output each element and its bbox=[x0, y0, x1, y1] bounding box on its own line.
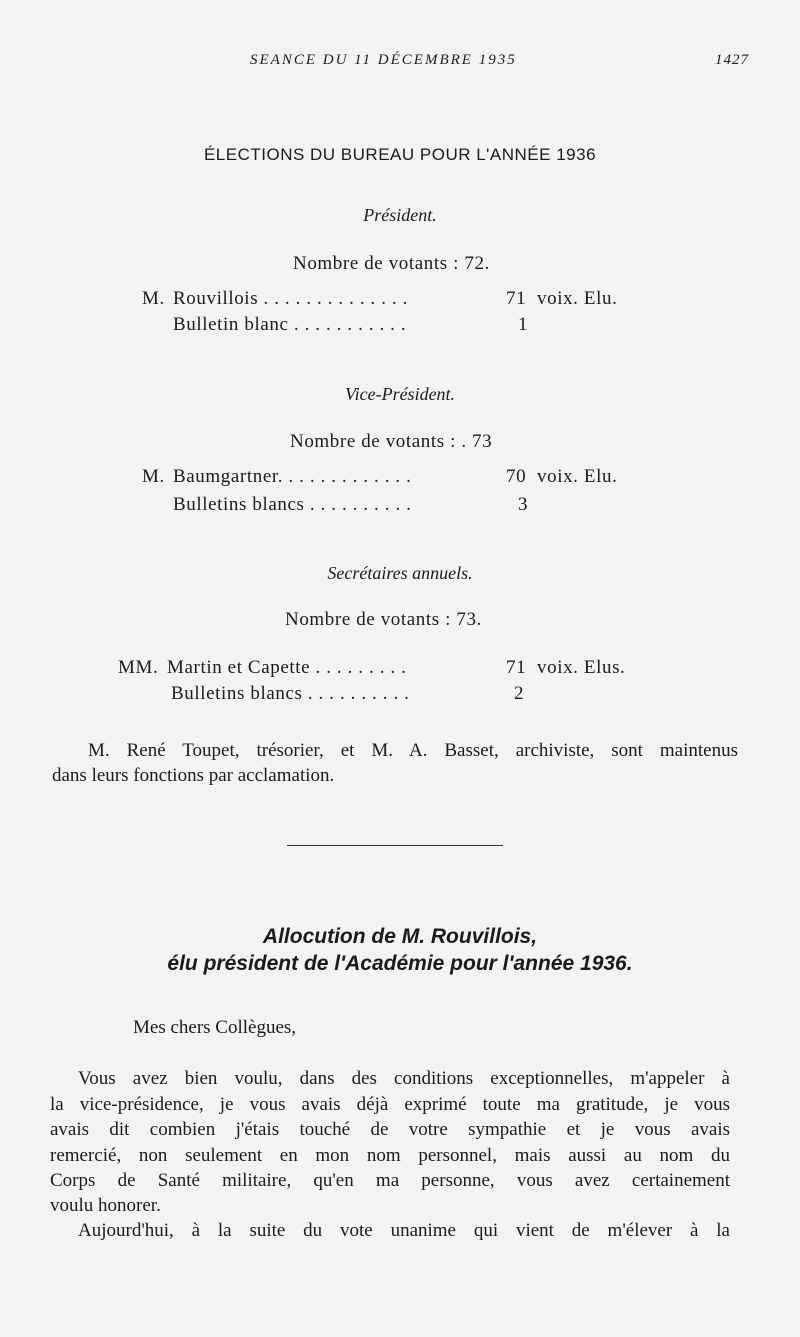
vote-count: 71 bbox=[506, 288, 527, 309]
vote-candidate: Bulletins blancs . . . . . . . . . . bbox=[173, 494, 412, 515]
vote-candidate: Martin et Capette . . . . . . . . . bbox=[167, 657, 407, 678]
paragraph-line: Corps de Santé militaire, qu'en ma personne, vous avez certainement bbox=[50, 1170, 730, 1191]
salutation: Mes chers Collègues, bbox=[133, 1017, 297, 1038]
vote-result: voix. Elu. bbox=[537, 288, 618, 309]
running-header: SEANCE DU 11 DÉCEMBRE 1935 bbox=[250, 52, 517, 68]
paragraph-line: la vice-présidence, je vous avais déjà exprimé toute ma gratitude, je vous bbox=[50, 1094, 730, 1115]
votants-count-vice-president: Nombre de votants : . 73 bbox=[290, 431, 493, 452]
vote-count: 70 bbox=[506, 466, 527, 487]
vote-count: 1 bbox=[518, 314, 529, 335]
vote-prefix: MM. bbox=[118, 657, 159, 678]
paragraph-line: Aujourd'hui, à la suite du vote unanime qui vient de m'élever à la bbox=[78, 1220, 730, 1241]
maintenus-line: dans leurs fonctions par acclamation. bbox=[52, 765, 335, 786]
vote-result: voix. Elus. bbox=[537, 657, 626, 678]
section-divider bbox=[287, 845, 503, 846]
vote-result: voix. Elu. bbox=[537, 466, 618, 487]
vote-prefix: M. bbox=[142, 466, 165, 487]
section-heading-secretaires: Secrétaires annuels. bbox=[327, 563, 473, 583]
allocution-heading: Allocution de M. Rouvillois, bbox=[262, 925, 538, 948]
paragraph-line: avais dit combien j'étais touché de votre sympathie et je vous avais bbox=[50, 1119, 730, 1140]
section-heading-vice-president: Vice-Président. bbox=[344, 384, 456, 404]
vote-prefix: M. bbox=[142, 288, 165, 309]
vote-candidate: Bulletin blanc . . . . . . . . . . . bbox=[173, 314, 407, 335]
vote-candidate: Bulletins blancs . . . . . . . . . . bbox=[171, 683, 410, 704]
page-number: 1427 bbox=[715, 52, 749, 68]
allocution-subheading: élu président de l'Académie pour l'année 1936. bbox=[167, 952, 633, 975]
section-heading-president: Président. bbox=[363, 205, 437, 225]
maintenus-line: M. René Toupet, trésorier, et M. A. Basset, archiviste, sont maintenus bbox=[88, 740, 738, 761]
vote-candidate: Rouvillois . . . . . . . . . . . . . . bbox=[173, 288, 408, 309]
page-title: ÉLECTIONS DU BUREAU POUR L'ANNÉE 1936 bbox=[203, 145, 597, 164]
votants-count-president: Nombre de votants : 72. bbox=[293, 253, 490, 274]
paragraph-line: Vous avez bien voulu, dans des conditions exceptionnelles, m'appeler à bbox=[78, 1068, 730, 1089]
paragraph-line: voulu honorer. bbox=[50, 1195, 161, 1216]
vote-count: 2 bbox=[514, 683, 525, 704]
vote-count: 3 bbox=[518, 494, 529, 515]
paragraph-line: remercié, non seulement en mon nom personnel, mais aussi au nom du bbox=[50, 1145, 730, 1166]
votants-count-secretaires: Nombre de votants : 73. bbox=[285, 609, 482, 630]
vote-count: 71 bbox=[506, 657, 527, 678]
vote-candidate: Baumgartner. . . . . . . . . . . . . bbox=[173, 466, 412, 487]
